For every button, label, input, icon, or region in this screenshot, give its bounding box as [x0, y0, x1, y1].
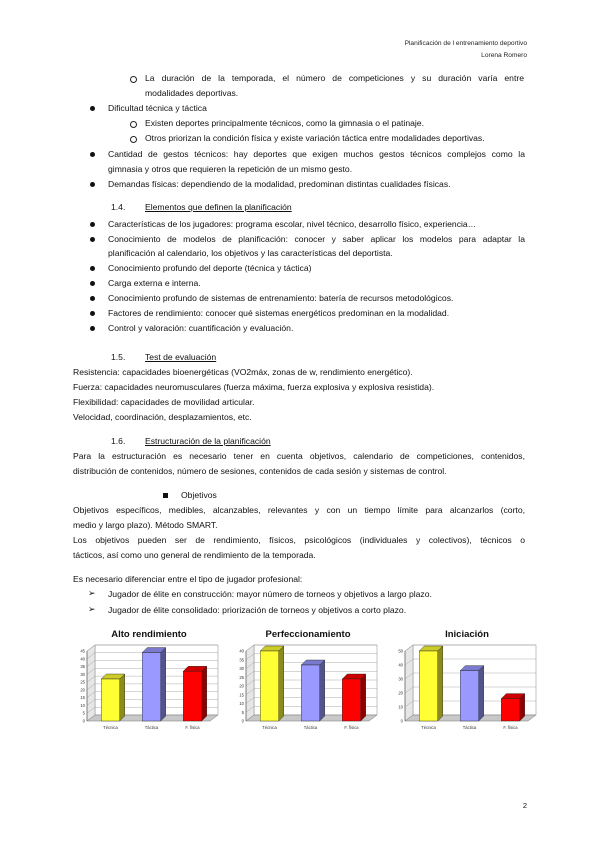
- x-tick-label: Técnica: [103, 725, 118, 730]
- bullet-icon: [90, 106, 95, 111]
- section-title: Estructuración de la planificación: [145, 436, 271, 446]
- bullet-icon: [90, 237, 95, 242]
- y-tick-label: 30: [239, 666, 244, 671]
- y-tick-label: 35: [239, 657, 244, 663]
- y-tick-label: 25: [239, 674, 244, 680]
- bullet-icon: [90, 281, 95, 286]
- chart-alto-rendimiento: [73, 625, 225, 737]
- bar: [183, 671, 201, 721]
- bar-side: [161, 648, 166, 721]
- paragraph-line: distribución de contenidos, número de sesiones, contenidos de cada sesión y sistemas de control.: [73, 466, 447, 476]
- test-line: Velocidad, coordinación, desplazamientos, etc.: [73, 412, 252, 422]
- bar: [342, 679, 360, 721]
- x-tick-label: F. física: [344, 725, 359, 730]
- y-tick-label: 10: [239, 701, 244, 706]
- test-line: Fuerza: capacidades neuromusculares (fuerza máxima, fuerza explosiva y explosiva resistida).: [73, 382, 435, 392]
- square-bullet-icon: [163, 493, 168, 498]
- sub-item-text: La duración de la temporada, el número de competiciones y su duración varía entre: [145, 73, 524, 83]
- circle-bullet-icon: [130, 76, 137, 83]
- circle-bullet-icon: [130, 136, 137, 143]
- arrow-bullet-icon: ➢: [88, 604, 96, 614]
- y-tick-label: 30: [80, 671, 85, 677]
- paragraph-line: medio y largo plazo). Método SMART.: [73, 520, 218, 530]
- list-item: Jugador de élite consolidado: priorización de torneos y objetivos a corto plazo.: [108, 605, 407, 615]
- bar-side: [202, 666, 207, 721]
- list-item: Demandas físicas: dependiendo de la modalidad, predominan distintas cualidades físicas.: [108, 179, 451, 189]
- x-tick-label: F. física: [503, 725, 518, 730]
- circle-bullet-icon: [130, 121, 137, 128]
- section-title: Elementos que definen la planificación: [145, 202, 292, 212]
- y-tick-label: 40: [239, 648, 244, 654]
- list-item: Control y valoración: cuantificación y evaluación.: [108, 323, 294, 333]
- bar: [301, 665, 319, 721]
- bar: [460, 671, 478, 721]
- list-item: Jugador de élite en construcción: mayor número de torneos y objetivos a largo plazo.: [108, 589, 432, 599]
- list-item-continued: planificación al calendario, los objetivos y las características del deportista.: [108, 248, 393, 258]
- y-tick-label: 0: [82, 718, 85, 724]
- y-tick-label: 35: [80, 664, 85, 670]
- x-tick-label: Técnica: [421, 725, 436, 730]
- x-tick-label: F. física: [185, 725, 200, 730]
- arrow-bullet-icon: ➢: [88, 588, 96, 598]
- bar-side: [279, 646, 284, 721]
- y-tick-label: 5: [82, 710, 85, 716]
- paragraph-line: Objetivos específicos, medibles, alcanzables, relevantes y con un tiempo límite para alcanzarlos (corto,: [73, 505, 525, 515]
- y-tick-label: 25: [80, 679, 85, 685]
- plot-side-wall: [87, 645, 95, 721]
- y-tick-label: 0: [400, 718, 403, 724]
- y-tick-label: 15: [239, 692, 244, 698]
- list-item: Carga externa e interna.: [108, 278, 201, 288]
- chart-title: Alto rendimiento: [111, 629, 187, 640]
- chart-perfeccionamiento: [232, 625, 384, 737]
- bar-side: [479, 666, 484, 721]
- list-item: Conocimiento profundo del deporte (técnica y táctica): [108, 263, 312, 273]
- section-number: 1.4.: [111, 202, 126, 212]
- x-tick-label: Táctica: [462, 725, 477, 730]
- test-line: Flexibilidad: capacidades de movilidad articular.: [73, 397, 255, 407]
- header-line-2: Lorena Romero: [481, 52, 527, 59]
- bullet-icon: [90, 222, 95, 227]
- bullet-icon: [90, 266, 95, 271]
- list-item-continued: gimnasia y otros que requieren la repetición de un mismo gesto.: [108, 164, 353, 174]
- x-tick-label: Táctica: [303, 725, 318, 730]
- bar-side: [438, 646, 443, 721]
- bar: [419, 651, 437, 721]
- list-item: Factores de rendimiento: conocer qué sistemas energéticos predominan en la modalidad.: [108, 308, 450, 318]
- y-tick-label: 0: [241, 718, 244, 724]
- y-tick-label: 40: [398, 662, 403, 668]
- y-tick-label: 15: [80, 695, 85, 701]
- y-tick-label: 5: [241, 709, 244, 715]
- bullet-icon: [90, 152, 95, 157]
- list-item: Dificultad técnica y táctica: [108, 103, 207, 113]
- list-item: Características de los jugadores: programa escolar, nivel técnico, desarrollo físico, experiencia…: [108, 219, 477, 229]
- y-tick-label: 50: [398, 648, 403, 654]
- bar: [142, 653, 160, 721]
- bar: [101, 679, 119, 721]
- bullet-icon: [90, 326, 95, 331]
- bar-side: [120, 674, 125, 721]
- chart-title: Perfeccionamiento: [265, 629, 351, 640]
- y-tick-label: 40: [80, 656, 85, 662]
- plot-side-wall: [405, 645, 413, 721]
- bullet-icon: [90, 296, 95, 301]
- y-tick-label: 20: [398, 690, 403, 696]
- paragraph-line: Es necesario diferenciar entre el tipo de jugador profesional:: [73, 574, 303, 584]
- test-line: Resistencia: capacidades bioenergéticas (VO2máx, zonas de w, rendimiento energético).: [73, 367, 413, 377]
- sub-item-text: Existen deportes principalmente técnicos, como la gimnasia o el patinaje.: [145, 118, 424, 128]
- list-item: Cantidad de gestos técnicos: hay deportes que exigen muchos gestos técnicos complejos como la: [108, 149, 525, 159]
- sub-item-text: modalidades deportivas.: [145, 88, 239, 98]
- bar-side: [361, 674, 366, 721]
- bar-side: [320, 660, 325, 721]
- section-number: 1.5.: [111, 352, 126, 362]
- section-title: Test de evaluación: [145, 352, 217, 362]
- y-tick-label: 45: [80, 648, 85, 654]
- y-tick-label: 10: [80, 702, 85, 708]
- page-header: [405, 38, 527, 62]
- bar: [501, 699, 519, 721]
- chart-iniciacion: [391, 625, 543, 737]
- x-tick-label: Táctica: [144, 725, 159, 730]
- bullet-icon: [90, 311, 95, 316]
- list-item: Conocimiento profundo de sistemas de entrenamiento: batería de recursos metodológicos.: [108, 293, 454, 303]
- y-tick-label: 10: [398, 704, 403, 710]
- bar: [260, 651, 278, 721]
- y-tick-label: 20: [239, 683, 244, 689]
- chart-title: Iniciación: [445, 629, 489, 640]
- page-number: 2: [522, 801, 527, 810]
- bullet-icon: [90, 182, 95, 187]
- subheading: Objetivos: [181, 490, 217, 500]
- sub-item-text: Otros priorizan la condición física y existe variación táctica entre modalidades deportivas.: [145, 133, 485, 143]
- paragraph-line: Los objetivos pueden ser de rendimiento, físicos, psicológicos (individuales y colectivos), técnicos o: [73, 535, 525, 545]
- y-tick-label: 30: [398, 676, 403, 682]
- section-number: 1.6.: [111, 436, 126, 446]
- paragraph-line: Para la estructuración es necesario tener en cuenta objetivos, calendario de competiciones, contenidos,: [73, 451, 525, 461]
- y-tick-label: 20: [80, 687, 85, 693]
- list-item: Conocimiento de modelos de planificación: conocer y saber aplicar los modelos para adaptar la: [108, 234, 525, 244]
- paragraph-line: tácticos, así como uno general de rendimiento de la temporada.: [73, 550, 316, 560]
- header-line-1: Planificación de l entrenamiento deportivo: [404, 40, 527, 47]
- x-tick-label: Técnica: [262, 725, 277, 730]
